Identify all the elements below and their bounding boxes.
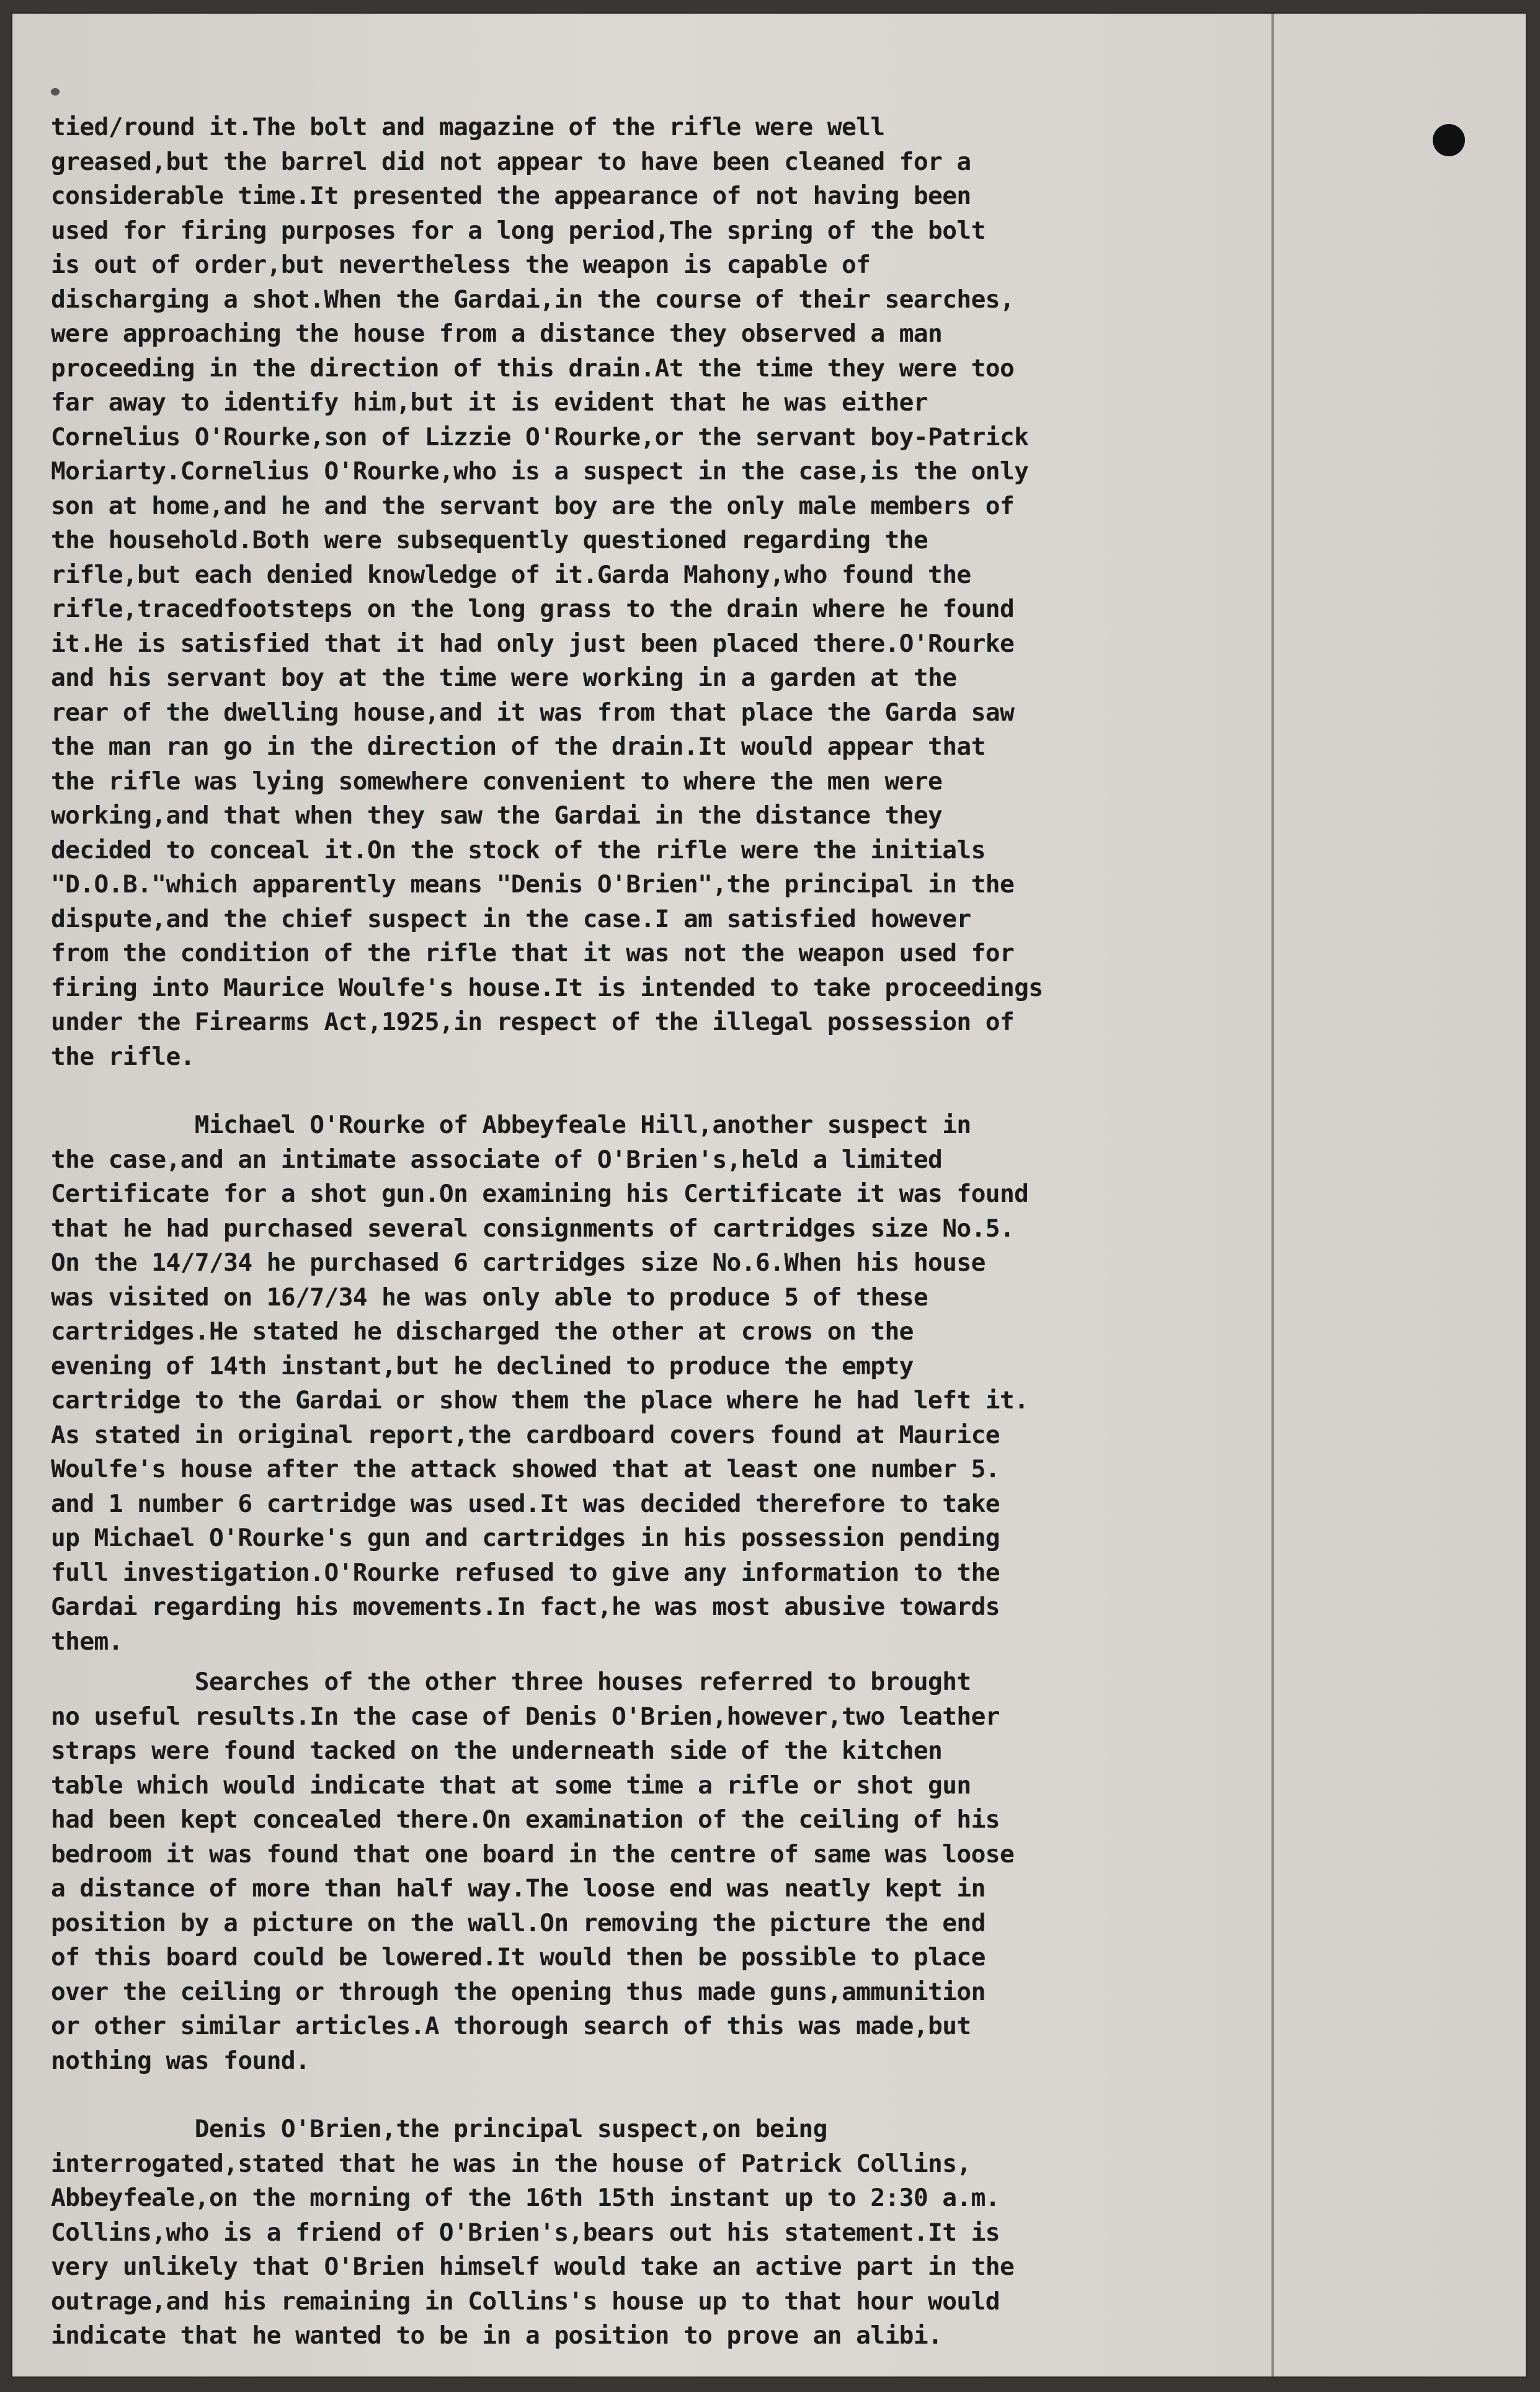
paragraph-gap — [51, 2078, 1260, 2112]
text-line: Denis O'Brien,the principal suspect,on being — [51, 2115, 827, 2143]
text-line: were approaching the house from a distance they observed a man — [51, 319, 943, 348]
text-line: greased,but the barrel did not appear to have been cleaned for a — [51, 147, 971, 176]
text-line: son at home,and he and the servant boy are the only male members of — [51, 491, 1015, 520]
text-line: them. — [51, 1627, 123, 1656]
text-line: tied/round it.The bolt and magazine of the rifle were well — [51, 113, 885, 141]
text-line: of this board could be lowered.It would then be possible to place — [51, 1943, 986, 1972]
text-line: the rifle. — [51, 1042, 195, 1071]
text-line: cartridge to the Gardai or show them the place where he had left it. — [51, 1386, 1029, 1415]
text-line: and 1 number 6 cartridge was used.It was decided therefore to take — [51, 1489, 1000, 1518]
text-line: rifle,tracedfootsteps on the long grass to the drain where he found — [51, 595, 1015, 623]
text-line: full investigation.O'Rourke refused to give any information to the — [51, 1558, 1000, 1587]
text-line: Collins,who is a friend of O'Brien's,bears out his statement.It is — [51, 2218, 1000, 2247]
text-line: discharging a shot.When the Gardai,in the course of their searches, — [51, 285, 1015, 314]
text-line: table which would indicate that at some time a rifle or shot gun — [51, 1771, 971, 1800]
text-line: was visited on 16/7/34 he was only able to produce 5 of these — [51, 1283, 928, 1312]
text-line: it.He is satisfied that it had only just been placed there.O'Rourke — [51, 629, 1015, 658]
text-line: over the ceiling or through the opening thus made guns,ammunition — [51, 1977, 986, 2006]
text-line: the rifle was lying somewhere convenient to where the men were — [51, 767, 943, 796]
text-line: dispute,and the chief suspect in the case.I am satisfied however — [51, 904, 971, 933]
text-line: indicate that he wanted to be in a position to prove an alibi. — [51, 2321, 943, 2350]
text-line: is out of order,but nevertheless the weapon is capable of — [51, 251, 871, 279]
paragraph — [51, 1108, 1260, 1659]
text-line: Gardai regarding his movements.In fact,he was most abusive towards — [51, 1593, 1000, 1621]
text-line: decided to conceal it.On the stock of the rifle were the initials — [51, 835, 986, 865]
text-line: Cornelius O'Rourke,son of Lizzie O'Rourke,or the servant boy-Patrick — [51, 422, 1029, 451]
text-line: or other similar articles.A thorough search of this was made,but — [51, 2012, 971, 2040]
text-line: Searches of the other three houses referred to brought — [51, 1668, 971, 1696]
text-line: the household.Both were subsequently questioned regarding the — [51, 526, 928, 554]
text-line: up Michael O'Rourke's gun and cartridges in his possession pending — [51, 1524, 1000, 1552]
margin-rule — [1271, 14, 1274, 2376]
text-line: nothing was found. — [51, 2046, 310, 2075]
text-line: firing into Maurice Woulfe's house.It is intended to take proceedings — [51, 973, 1043, 1002]
text-line: "D.O.B."which apparently means "Denis O'Brien",the principal in the — [51, 870, 1015, 899]
text-line: straps were found tacked on the underneath side of the kitchen — [51, 1736, 943, 1765]
text-line: rifle,but each denied knowledge of it.Garda Mahony,who found the — [51, 560, 971, 589]
text-line: evening of 14th instant,but he declined to produce the empty — [51, 1351, 914, 1381]
text-line: Michael O'Rourke of Abbeyfeale Hill,another suspect in — [51, 1111, 971, 1139]
text-line: far away to identify him,but it is evident that he was either — [51, 388, 928, 417]
text-line: under the Firearms Act,1925,in respect of the illegal possession of — [51, 1008, 1015, 1036]
text-line: very unlikely that O'Brien himself would take an active part in the — [51, 2252, 1015, 2281]
paragraph — [51, 2112, 1260, 2354]
text-line: that he had purchased several consignments of cartridges size No.5. — [51, 1214, 1015, 1243]
paragraph-gap — [51, 1659, 1260, 1665]
text-line: Moriarty.Cornelius O'Rourke,who is a suspect in the case,is the only — [51, 457, 1029, 486]
text-line: bedroom it was found that one board in the centre of same was loose — [51, 1839, 1015, 1869]
text-line: a distance of more than half way.The loose end was neatly kept in — [51, 1874, 986, 1903]
text-line: rear of the dwelling house,and it was from that place the Garda saw — [51, 698, 1015, 727]
text-line: Abbeyfeale,on the morning of the 16th 15th instant up to 2:30 a.m. — [51, 2184, 1000, 2212]
text-line: On the 14/7/34 he purchased 6 cartridges size No.6.When his house — [51, 1248, 986, 1277]
text-line: Certificate for a shot gun.On examining his Certificate it was found — [51, 1180, 1029, 1208]
text-line: from the condition of the rifle that it was not the weapon used for — [51, 939, 1015, 967]
punch-hole — [1433, 124, 1465, 156]
text-line: proceeding in the direction of this drain.At the time they were too — [51, 353, 1015, 383]
text-line: and his servant boy at the time were working in a garden at the — [51, 664, 957, 692]
text-line: outrage,and his remaining in Collins's house up to that hour would — [51, 2287, 1000, 2316]
text-line: considerable time.It presented the appearance of not having been — [51, 182, 971, 210]
paragraph — [51, 1665, 1260, 2078]
text-line: As stated in original report,the cardboard covers found at Maurice — [51, 1420, 1000, 1449]
text-line: the man ran go in the direction of the drain.It would appear that — [51, 732, 986, 761]
text-line: interrogated,stated that he was in the house of Patrick Collins, — [51, 2149, 971, 2178]
text-line: working,and that when they saw the Gardai in the distance they — [51, 801, 943, 830]
ink-speck — [51, 88, 60, 96]
text-line: no useful results.In the case of Denis O'Brien,however,two leather — [51, 1702, 1000, 1731]
text-line: Woulfe's house after the attack showed that at least one number 5. — [51, 1455, 1000, 1483]
typed-text-body — [51, 110, 1260, 2354]
text-line: position by a picture on the wall.On removing the picture the end — [51, 1908, 986, 1937]
text-line: used for firing purposes for a long period,The spring of the bolt — [51, 216, 986, 245]
paragraph — [51, 110, 1260, 1074]
paragraph-gap — [51, 1074, 1260, 1108]
text-line: had been kept concealed there.On examination of the ceiling of his — [51, 1805, 1000, 1834]
text-line: the case,and an intimate associate of O'Brien's,held a limited — [51, 1145, 943, 1174]
text-line: cartridges.He stated he discharged the other at crows on the — [51, 1317, 914, 1346]
